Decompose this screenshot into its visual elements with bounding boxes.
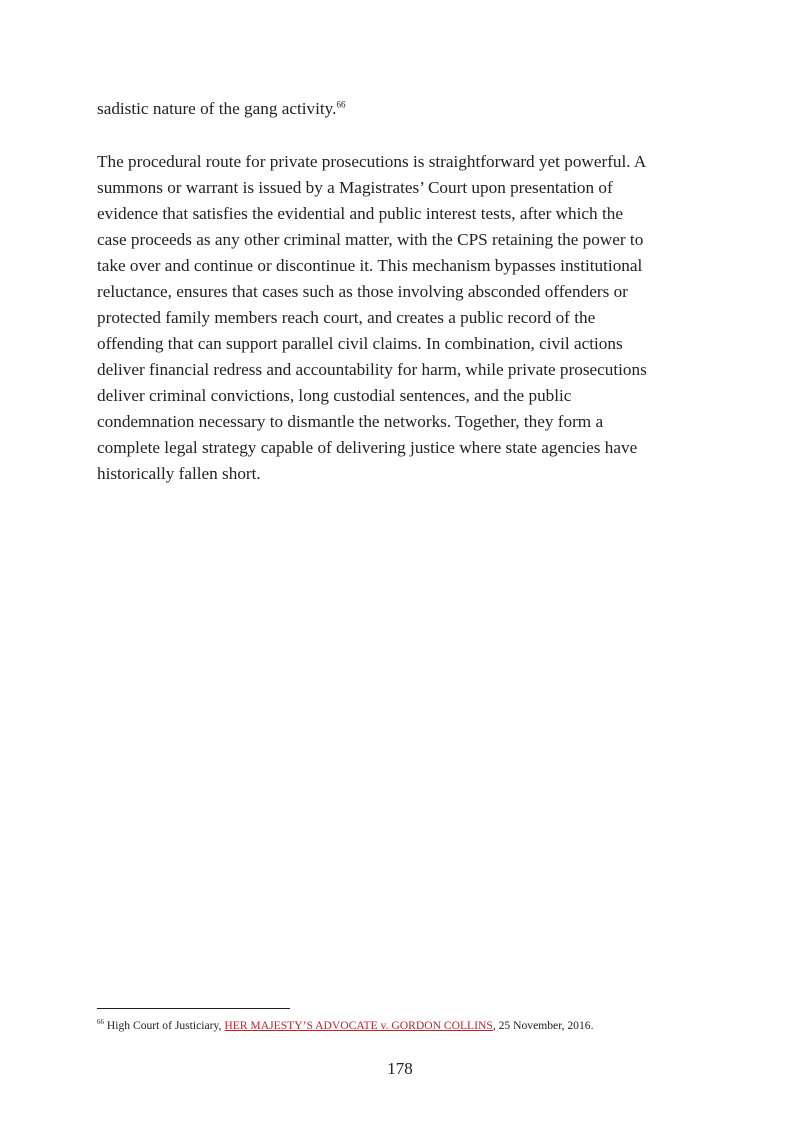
paragraph-line: summons or warrant is issued by a Magistrates’ Court upon presentation of bbox=[97, 178, 613, 197]
footnote-suffix: , 25 November, 2016. bbox=[492, 1019, 594, 1032]
footnote bbox=[97, 1018, 593, 1034]
page-number: 178 bbox=[387, 1059, 413, 1078]
paragraph-line: historically fallen short. bbox=[97, 464, 261, 483]
paragraph-line: offending that can support parallel civil claims. In combination, civil actions bbox=[97, 334, 623, 353]
paragraph-line: The procedural route for private prosecutions is straightforward yet powerful. A bbox=[97, 152, 647, 171]
paragraph-line: deliver financial redress and accountability for harm, while private prosecutions bbox=[97, 360, 647, 379]
paragraph-line: take over and continue or discontinue it. This mechanism bypasses institutional bbox=[97, 256, 643, 275]
footnote-case-link[interactable]: HER MAJESTY’S ADVOCATE v. GORDON COLLINS bbox=[224, 1019, 493, 1032]
paragraph-text: sadistic nature of the gang activity. bbox=[97, 99, 337, 118]
paragraph-line: condemnation necessary to dismantle the networks. Together, they form a bbox=[97, 412, 604, 431]
footnote-prefix: High Court of Justiciary, bbox=[104, 1019, 225, 1032]
paragraph-line bbox=[97, 96, 697, 122]
footnote-number: 66 bbox=[97, 1018, 104, 1027]
footnote-divider bbox=[97, 1008, 290, 1009]
paragraph-line: reluctance, ensures that cases such as those involving absconded offenders or bbox=[97, 282, 628, 301]
footnote-reference[interactable]: 66 bbox=[336, 99, 346, 110]
paragraph-line: case proceeds as any other criminal matter, with the CPS retaining the power to bbox=[97, 230, 644, 249]
paragraph-line: deliver criminal convictions, long custodial sentences, and the public bbox=[97, 386, 572, 405]
paragraph-line: complete legal strategy capable of delivering justice where state agencies have bbox=[97, 438, 638, 457]
paragraph-continuation bbox=[97, 96, 697, 122]
paragraph-line: protected family members reach court, and creates a public record of the bbox=[97, 308, 596, 327]
paragraph-private-prosecutions bbox=[97, 149, 697, 487]
paragraph-line: evidence that satisfies the evidential and public interest tests, after which the bbox=[97, 204, 623, 223]
